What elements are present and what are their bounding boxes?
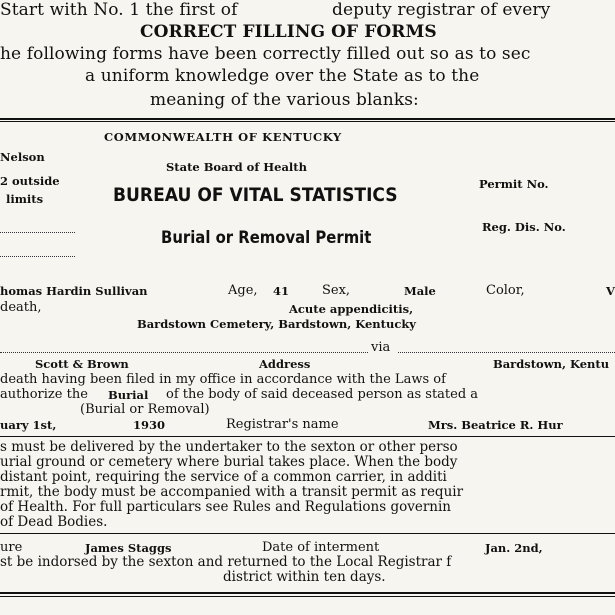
- sex-label: Sex,: [322, 283, 351, 298]
- district-label: 2 outside: [0, 174, 60, 188]
- intro-line-1-left: Start with No. 1 the first of: [0, 0, 238, 20]
- note-line-3: distant point, requiring the service of a common carrier, in additi: [0, 469, 447, 485]
- permit-date: uary 1st,: [0, 418, 57, 432]
- color-label: Color,: [486, 283, 525, 298]
- footer-line-2: district within ten days.: [223, 569, 386, 585]
- interment-date-label: Date of interment: [262, 540, 380, 555]
- blank-line: [0, 256, 75, 257]
- board-title: State Board of Health: [166, 160, 307, 174]
- statement-line-2-c: of the body of said deceased person as stated a: [166, 387, 479, 402]
- reg-district-label: Reg. Dis. No.: [482, 220, 566, 234]
- age-label: Age,: [228, 283, 258, 298]
- intro-line-5: meaning of the various blanks:: [150, 90, 419, 110]
- statement-line-2-a: authorize the: [0, 387, 88, 402]
- cause-of-death-label: death,: [0, 300, 42, 315]
- form-bottom-border-inner: [0, 596, 615, 597]
- blank-line: [398, 352, 615, 353]
- form-top-border: [0, 118, 615, 120]
- address-value: Bardstown, Kentu: [493, 357, 610, 371]
- footer-line-1: st be indorsed by the sexton and returned to the Local Registrar f: [0, 554, 452, 570]
- permit-year: 1930: [133, 418, 166, 432]
- limits-label: limits: [6, 192, 44, 206]
- sexton-signature: James Staggs: [85, 541, 172, 555]
- registrar-name: Mrs. Beatrice R. Hur: [428, 418, 563, 432]
- county-label: Nelson: [0, 150, 45, 164]
- intro-line-4: a uniform knowledge over the State as to the: [85, 66, 480, 86]
- registrar-label: Registrar's name: [226, 417, 339, 432]
- permit-title: Burial or Removal Permit: [161, 228, 372, 247]
- burial-choice: Burial: [108, 388, 149, 402]
- color-value: V: [606, 284, 615, 298]
- via-label: via: [371, 340, 391, 355]
- section-heading: CORRECT FILLING OF FORMS: [140, 22, 437, 42]
- burial-or-removal-note: (Burial or Removal): [80, 402, 210, 417]
- intro-line-1-right: deputy registrar of every: [332, 0, 551, 20]
- undertaker-name: Scott & Brown: [35, 357, 129, 371]
- bureau-title: BUREAU OF VITAL STATISTICS: [113, 184, 398, 206]
- form-top-border-inner: [0, 121, 615, 122]
- permit-number-label: Permit No.: [479, 177, 549, 191]
- form-bottom-border: [0, 592, 615, 594]
- section-divider: [0, 533, 615, 534]
- cause-of-death-value: Acute appendicitis,: [289, 302, 414, 316]
- note-line-6: of Dead Bodies.: [0, 514, 108, 530]
- commonwealth-title: COMMONWEALTH OF KENTUCKY: [104, 130, 342, 144]
- sex-value: Male: [404, 284, 436, 298]
- blank-line: [0, 352, 368, 353]
- statement-line-1: death having been filed in my office in accordance with the Laws of: [0, 372, 446, 387]
- age-value: 41: [273, 284, 290, 298]
- note-line-4: rmit, the body must be accompanied with a transit permit as requir: [0, 484, 464, 500]
- note-line-1: s must be delivered by the undertaker to the sexton or other perso: [0, 439, 458, 455]
- note-line-2: urial ground or cemetery where burial takes place. When the body: [0, 454, 458, 470]
- note-line-5: of Health. For full particulars see Rules and Regulations governin: [0, 499, 451, 515]
- blank-line: [0, 232, 75, 233]
- section-divider: [0, 436, 615, 437]
- address-label: Address: [259, 357, 311, 371]
- deceased-name: homas Hardin Sullivan: [0, 284, 148, 298]
- place-of-burial: Bardstown Cemetery, Bardstown, Kentucky: [137, 317, 416, 331]
- intro-line-3: he following forms have been correctly filled out so as to sec: [0, 44, 531, 64]
- interment-date-value: Jan. 2nd,: [485, 541, 543, 555]
- signature-label: ure: [0, 540, 23, 555]
